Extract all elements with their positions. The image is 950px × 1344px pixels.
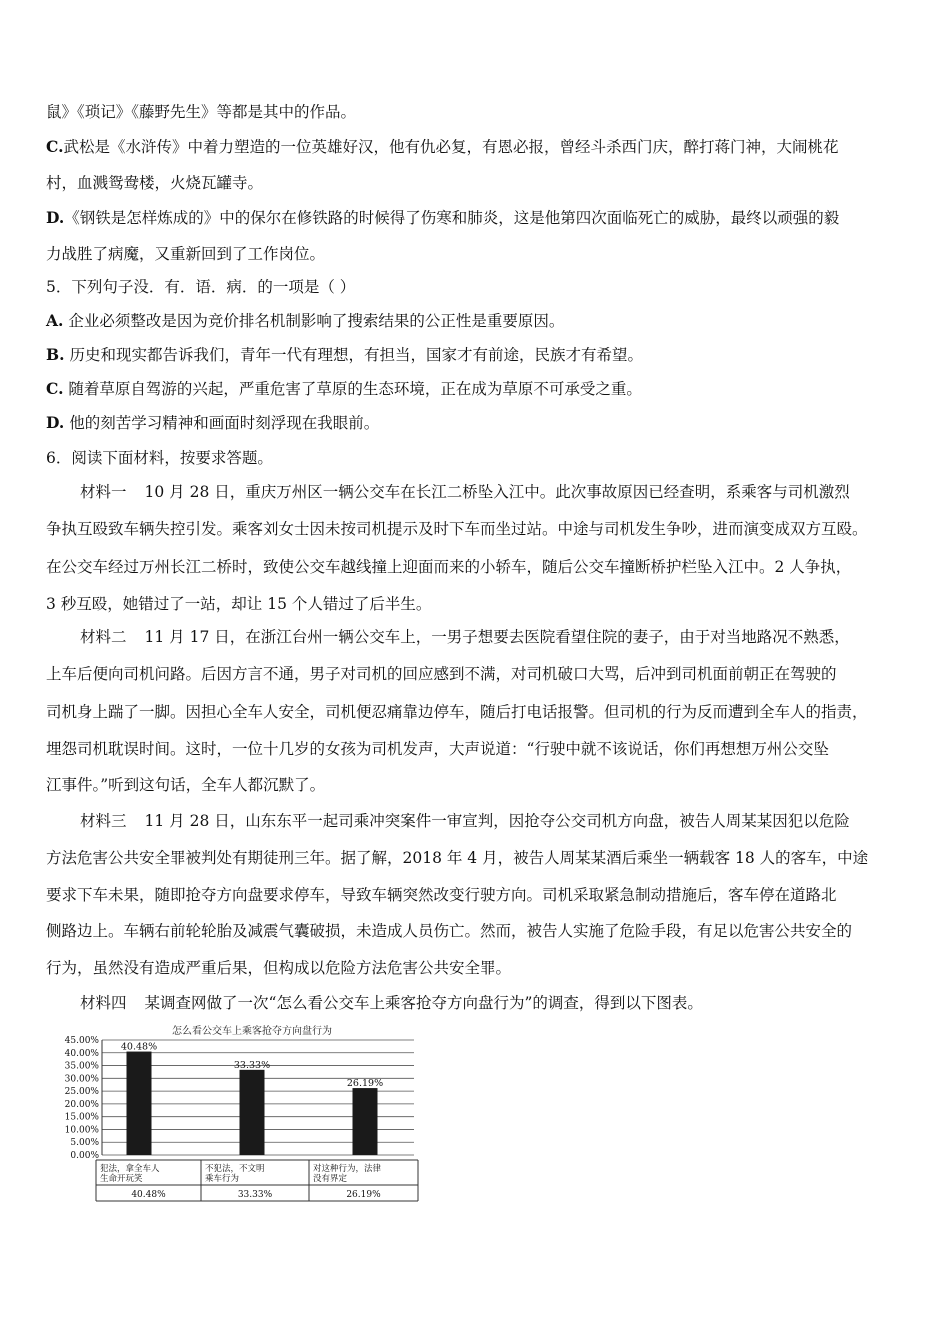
material-2-line: 司机身上踹了一脚。因担心全车人安全，司机便忍痛靠边停车，随后打电话报警。但司机的行为反而遭到全车人的指责， — [46, 703, 868, 721]
material-text: 某调查网做了一次“怎么看公交车上乘客抢夺方向盘行为”的调查，得到以下图表。 — [144, 994, 703, 1012]
y-tick-label: 5.00% — [70, 1138, 99, 1149]
bar — [240, 1070, 265, 1155]
y-tick-label: 40.00% — [64, 1048, 99, 1059]
bar-value-label: 40.48% — [120, 1041, 158, 1053]
table-value: 40.48% — [131, 1190, 166, 1200]
option-d-prev — [46, 208, 839, 228]
text-line: 村，血溅鸳鸯楼，火烧瓦罐寺。 — [46, 174, 264, 192]
material-text: 11 月 28 日，山东东平一起司乘冲突案件一审宣判，因抢夺公交司机方向盘，被告人周某某因犯以危险 — [144, 812, 850, 830]
option-text: 《钢铁是怎样炼成的》中的保尔在修铁路的时候得了伤寒和肺炎，这是他第四次面临死亡的威胁，最终以顽强的毅 — [64, 209, 840, 227]
bar-value-label: 26.19% — [346, 1078, 384, 1090]
option-text: 随着草原自驾游的兴起，严重危害了草原的生态环境，正在成为草原不可承受之重。 — [68, 380, 642, 398]
y-tick-label: 45.00% — [64, 1036, 99, 1046]
material-3-line: 行为，虽然没有造成严重后果，但构成以危险方法危害公共安全罪。 — [46, 959, 512, 977]
text-line: 鼠》《琐记》《藤野先生》等都是其中的作品。 — [46, 103, 357, 121]
material-1-line: 在公交车经过万州长江二桥时，致使公交车越线撞上迎面而来的小轿车，随后公交车撞断桥护栏坠入江中。2 人争执， — [46, 558, 852, 576]
category-label: 对这种行为，法律 — [313, 1164, 382, 1174]
y-tick-label: 20.00% — [64, 1099, 99, 1110]
option-text: 企业必须整改是因为竞价排名机制影响了搜索结果的公正性是重要原因。 — [68, 312, 565, 330]
option-label: D. — [46, 413, 65, 432]
bar — [353, 1088, 378, 1155]
material-1-line: 3 秒互殴，她错过了一站，却让 15 个人错过了后半生。 — [46, 595, 432, 613]
option-label: C. — [46, 379, 64, 398]
chart-svg — [52, 1024, 424, 1206]
y-tick-label: 0.00% — [70, 1151, 99, 1161]
material-label: 材料一 — [80, 483, 127, 501]
option-c-prev — [46, 137, 838, 157]
y-tick-label: 10.00% — [64, 1125, 99, 1136]
category-label: 犯法，拿全车人 — [100, 1164, 160, 1174]
material-text: 11 月 17 日，在浙江台州一辆公交车上，一男子想要去医院看望住院的妻子，由于对当地路况不熟悉， — [144, 628, 850, 646]
q5-option-c — [46, 379, 642, 399]
category-label: 不犯法，不文明 — [205, 1164, 265, 1174]
chart-title: 怎么看公交车上乘客抢夺方向盘行为 — [172, 1026, 332, 1037]
y-tick-label: 15.00% — [64, 1112, 99, 1123]
text-line: 力战胜了病魔，又重新回到了工作岗位。 — [46, 245, 326, 263]
material-1-line — [80, 482, 850, 502]
y-tick-label: 35.00% — [64, 1061, 99, 1072]
material-3-line: 侧路边上。车辆右前轮轮胎及减震气囊破损，未造成人员伤亡。然而，被告人实施了危险手段，有足以危害公共安全的 — [46, 922, 853, 940]
material-2-line — [80, 627, 850, 647]
table-value: 33.33% — [237, 1190, 273, 1200]
category-label: 生命开玩笑 — [100, 1174, 143, 1184]
option-text: 他的刻苦学习精神和画面时刻浮现在我眼前。 — [69, 414, 380, 432]
material-label: 材料三 — [80, 812, 127, 830]
category-label: 乘车行为 — [205, 1174, 240, 1184]
material-2-line: 上车后便向司机问路。后因方言不通，男子对司机的回应感到不满，对司机破口大骂，后冲到司机面前朝正在驾驶的 — [46, 665, 837, 683]
y-tick-label: 30.00% — [64, 1074, 99, 1085]
option-label: D. — [46, 208, 65, 227]
material-2-line: 江事件。”听到这句话，全车人都沉默了。 — [46, 776, 326, 794]
material-2-line: 埋怨司机耽误时间。这时，一位十几岁的女孩为司机发声，大声说道：“行驶中就不该说话，你们再想想万州公交坠 — [46, 740, 829, 758]
question-5-stem: 5．下列句子没．有．语．病．的一项是（ ） — [46, 278, 356, 296]
category-label: 没有界定 — [313, 1174, 348, 1184]
material-3-line: 方法危害公共安全罪被判处有期徒刑三年。据了解，2018 年 4 月，被告人周某某酒后乘坐一辆载客 18 人的客车，中途 — [46, 849, 869, 867]
option-label: A. — [46, 311, 64, 330]
option-label: C. — [46, 137, 64, 156]
material-label: 材料四 — [80, 994, 127, 1012]
q5-option-b — [46, 345, 643, 365]
bar — [127, 1052, 152, 1155]
y-tick-label: 25.00% — [64, 1087, 99, 1098]
q5-option-a — [46, 311, 564, 331]
material-3-line — [80, 811, 850, 831]
table-value: 26.19% — [346, 1190, 381, 1200]
material-1-line: 争执互殴致车辆失控引发。乘客刘女士因未按司机提示及时下车而坐过站。中途与司机发生争吵，进而演变成双方互殴。 — [46, 520, 868, 538]
material-label: 材料二 — [80, 628, 127, 646]
material-4-line — [80, 993, 703, 1013]
bar-value-label: 33.33% — [233, 1059, 271, 1071]
option-text: 历史和现实都告诉我们，青年一代有理想，有担当，国家才有前途，民族才有希望。 — [69, 346, 643, 364]
option-label: B. — [46, 345, 65, 364]
option-text: 武松是《水浒传》中着力塑造的一位英雄好汉，他有仇必复，有恩必报，曾经斗杀西门庆，醉打蒋门神，大闹桃花 — [63, 138, 839, 156]
material-3-line: 要求下车未果，随即抢夺方向盘要求停车，导致车辆突然改变行驶方向。司机采取紧急制动措施后，客车停在道路北 — [46, 886, 837, 904]
question-6-stem: 6．阅读下面材料，按要求答题。 — [46, 449, 273, 467]
survey-bar-chart — [52, 1024, 424, 1206]
q5-option-d — [46, 413, 379, 433]
material-text: 10 月 28 日，重庆万州区一辆公交车在长江二桥坠入江中。此次事故原因已经查明，系乘客与司机激烈 — [144, 483, 850, 501]
